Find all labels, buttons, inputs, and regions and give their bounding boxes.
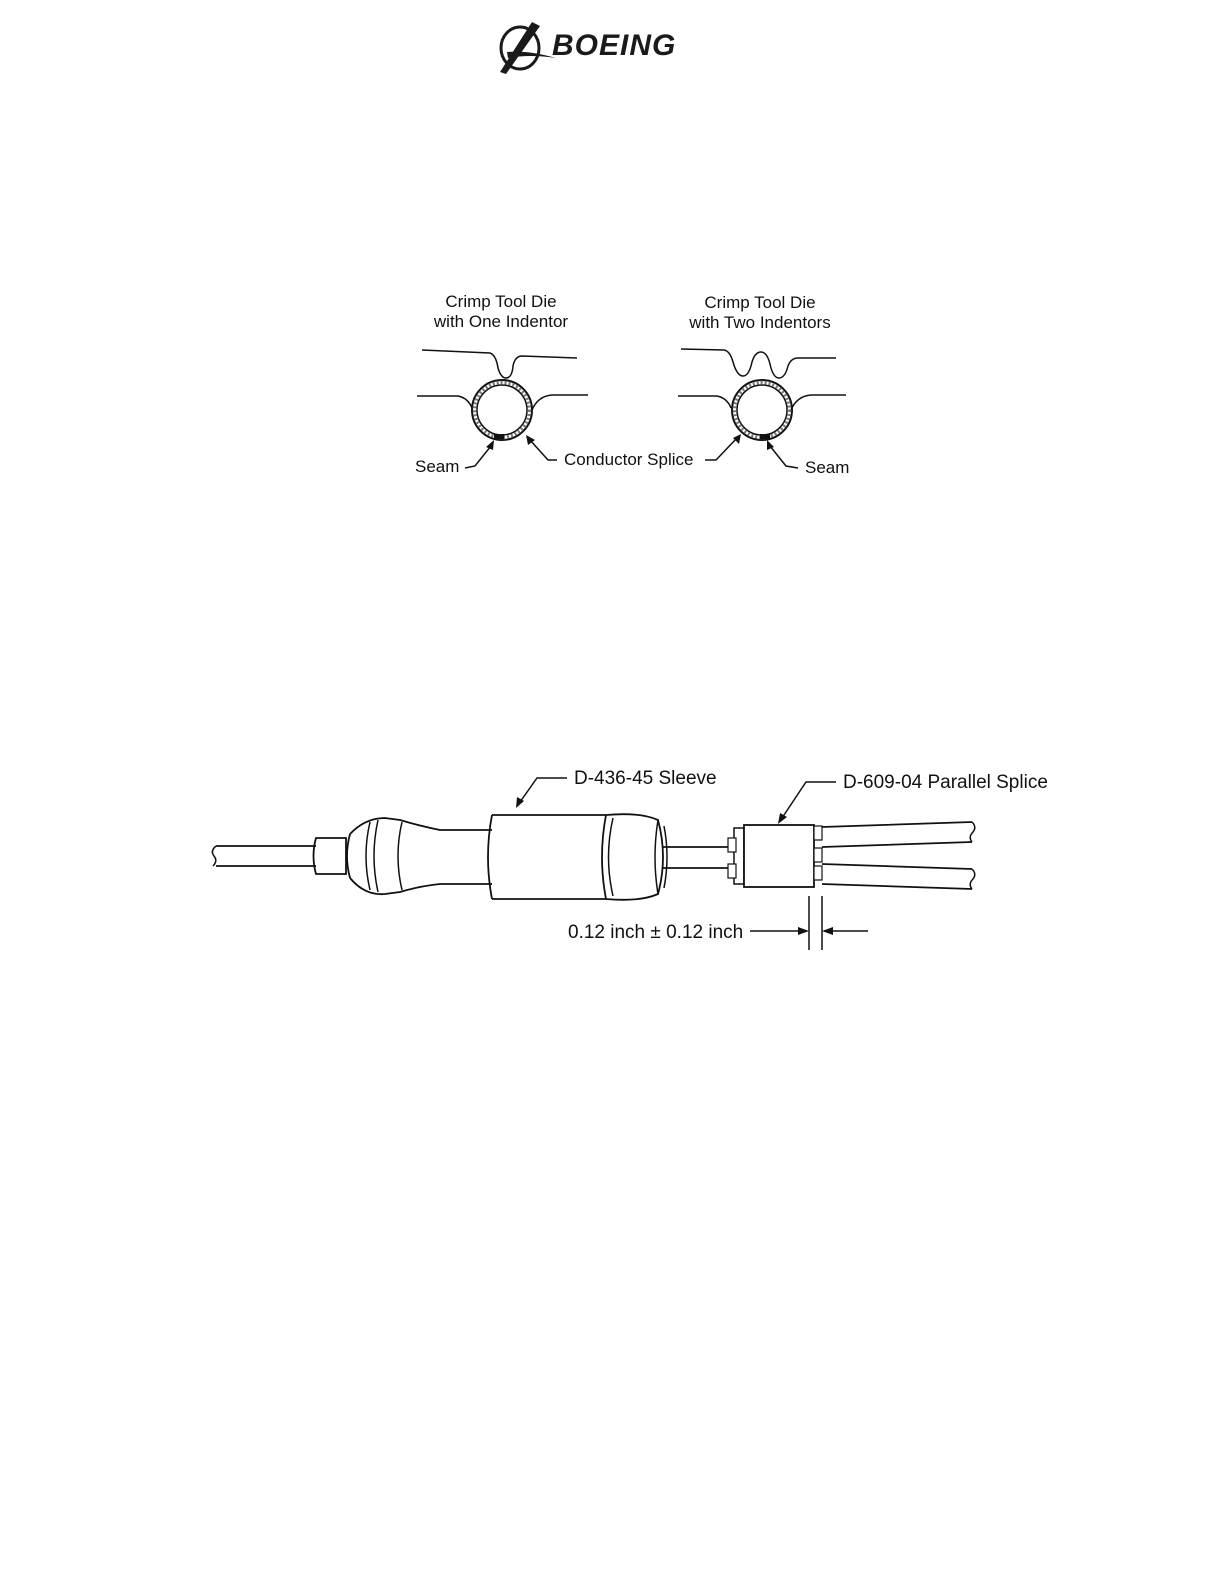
sleeve-label: D-436-45 Sleeve	[574, 768, 717, 789]
left-die-title-line1: Crimp Tool Die	[445, 292, 557, 311]
right-die-title-line1: Crimp Tool Die	[704, 293, 816, 312]
parallel-splice-label: D-609-04 Parallel Splice	[843, 772, 1048, 793]
right-seam-label: Seam	[805, 458, 850, 477]
conductor-splice-label: Conductor Splice	[564, 450, 694, 469]
dimension-label: 0.12 inch ± 0.12 inch	[568, 922, 744, 943]
right-die-title-line2: with Two Indentors	[689, 313, 831, 332]
left-die-title-line2: with One Indentor	[433, 312, 569, 331]
left-seam-label: Seam	[415, 457, 460, 476]
left-wire	[212, 846, 316, 866]
d436-sleeve	[488, 814, 667, 900]
boeing-wordmark: BOEING	[552, 29, 677, 62]
inner-wire	[662, 847, 737, 868]
sleeve-shrunk-end	[347, 818, 492, 894]
right-wires	[822, 822, 975, 889]
d609-parallel-splice	[728, 825, 822, 887]
gap-dimension	[750, 896, 868, 950]
wire-collar	[314, 838, 347, 874]
